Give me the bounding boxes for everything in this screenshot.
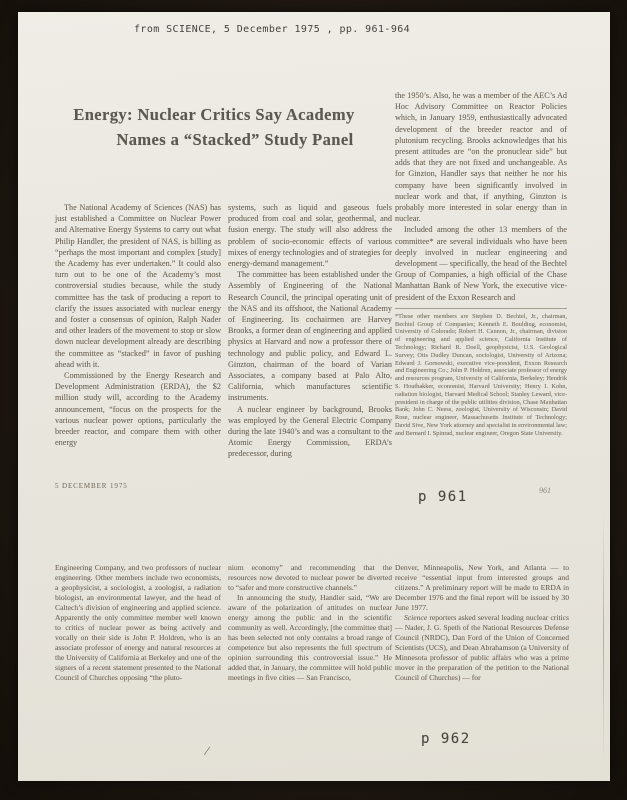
body-paragraph: the 1950’s. Also, he was a member of the AEC’s Ad Hoc Advisory Committee on Reactor Policies which, in January 1959, enthusiastically advocated development of the breeder reactor and of plutonium recycling. Brooks acknowledges that his present attitudes are “on the pronuclear side” but adds that they are not fixed and unchangeable. As for Ginzton, Handler says that neither he nor his company have been significantly involved in nuclear work and that, if anything, Ginzton is probably more interested in solar energy than in nuclear.: [395, 91, 567, 224]
body-paragraph: Engineering Company, and two professors of nuclear engineering. Other members include two economists, a geophysicist, a sociologist, a zoologist, a radiation biologist, an environmental lawyer, and the head of Caltech’s division of engineering and applied science. Apparently the only committee member well known to critics of nuclear power as being actively and vocally on their side is John P. Holdren, who is an associate professor of energy and natural resources at the University of California at Berkeley and one of the signers of a recent statement presented to the National Council of Churches opposing “the pluto-: [55, 563, 221, 682]
body-paragraph: The National Academy of Sciences (NAS) has just established a Committee on Nuclear Power and Alternative Energy Systems to carry out what Philip Handler, the president of NAS, is billing as “perhaps the most important and complex [study] the Academy has ever undertaken.” It could also turn out to be one of the Academy’s most controversial studies because, while the study committee has the task of producing a report to clarify the issues associated with nuclear energy and foster a consensus of opinion, Ralph Nader and other leaders of the movement to stop or slow down nuclear development already are describing the committee as “stacked” in favor of pushing ahead with it.: [55, 203, 221, 369]
journal-footline: 5 DECEMBER 1975: [55, 482, 128, 490]
page1-column2: [228, 202, 392, 460]
article-title-line2: Names a “Stacked” Study Panel: [116, 130, 354, 149]
page2-column3: [395, 563, 569, 683]
page1-column3: [395, 90, 567, 438]
body-paragraph: Included among the other 13 members of the committee* are several individuals who have been deeply involved in nuclear engineering and development — specifically, the head of the Bechtel Group of Companies, a high official of the Chase Manhattan Bank of New York, the executive vice-president of the Exxon Research and: [395, 225, 567, 302]
page1-column1: [55, 202, 221, 448]
body-paragraph: Denver, Minneapolis, New York, and Atlanta — to receive “essential input from interested groups and citizens.” A preliminary report will be made to ERDA in December 1976 and the final report will be issued by 30 June 1977.: [395, 563, 569, 612]
page-stamp-962: p 962: [421, 731, 471, 747]
committee-footnote: *These other members are Stephen D. Bechtel, Jr., chairman, Bechtel Group of Companies; Kenneth E. Boulding, economist, University of Colorado; Robert H. Cannon, Jr., chairman, division of engineering and applied science, California Institute of Technology; Richard R. Doell, geophysicist, U.S. Geological Survey; Otis Dudley Duncan, sociologist, University of Arizona; Edward J. Gornowski, executive vice-president, Exxon Research and Engineering Co.; John P. Holdren, associate professor of energy and resources program, University of California, Berkeley; Hendrik S. Houthakker, economist, Harvard University; Henry I. Kohn, radiation biologist, Harvard Medical School; Stanley Leward, vice-president in charge of the public utilities division, Chase Manhattan Bank; John C. Neess, zoologist, University of Wisconsin; David Rose, nuclear engineer, Massachusetts Institute of Technology; David Sive, New York attorney and specialist in environmental law; and Bernard I. Spinrad, nuclear engineer, Oregon State University.: [395, 308, 567, 438]
page2-column2: [228, 563, 392, 683]
page-stamp-961: p 961: [418, 489, 468, 505]
scanned-page: [18, 12, 610, 781]
source-citation: from SCIENCE, 5 December 1975 , pp. 961-964: [134, 24, 411, 35]
printed-page-number: 961: [539, 486, 551, 495]
science-magazine-name: Science: [404, 613, 428, 622]
body-paragraph: A nuclear engineer by background, Brooks was employed by the General Electric Company during the late 1940’s and was a consultant to the Atomic Energy Commission, ERDA’s predecessor, during: [228, 404, 392, 459]
body-paragraph: systems, such as liquid and gaseous fuels produced from coal and solar, geothermal, and fusion energy. The study will also address the problem of socio-economic effects of various mixes of energy technologies and of strategies for energy-demand management.”: [228, 203, 392, 269]
pen-mark: /: [204, 742, 210, 759]
article-title: [64, 102, 364, 152]
page2-column1: [55, 563, 221, 683]
body-paragraph: Commissioned by the Energy Research and Development Administration (ERDA), the $2 million study will, according to the Academy announcement, “focus on the prospects for the various nuclear power options, particularly the breeder reactor, and compare them with other energy: [55, 371, 221, 448]
body-paragraph: The committee has been established under the Assembly of Engineering of the National Research Council, the principal operating unit of the NAS and its offshoot, the National Academy of Engineering. Its cochairmen are Harvey Brooks, a former dean of engineering and applied physics at Harvard and now a professor there of technology and public policy, and Edward L. Ginzton, chairman of the board of Varian Associates, a company based at Palo Alto, California, which manufactures scientific instruments.: [228, 270, 392, 403]
body-paragraph: In announcing the study, Handler said, “We are aware of the polarization of attitudes on nuclear energy among the public and in the scientific community as well. Accordingly, [the committee that] has been selected not only contains a broad range of competence but also represents the full spectrum of opinion surrounding this controversial issue.” He added that, in January, the committee will hold public meetings in five cities — San Francisco,: [228, 593, 392, 682]
article-title-line1: Energy: Nuclear Critics Say Academy: [73, 105, 355, 124]
body-paragraph: nium economy” and recommending that the resources now devoted to nuclear power be diverted to “safer and more constructive channels.”: [228, 563, 392, 592]
paper-crease: [603, 512, 604, 762]
body-paragraph: Science reporters asked several leading nuclear critics — Nader, J. G. Speth of the National Resources Defense Council (NRDC), Dan Ford of the Union of Concerned Scientists (UCS), and Dean Abrahamson (a University of Minnesota professor of public affairs who was a prime mover in the preparation of the petition to the National Council of Churches) — for: [395, 613, 569, 682]
